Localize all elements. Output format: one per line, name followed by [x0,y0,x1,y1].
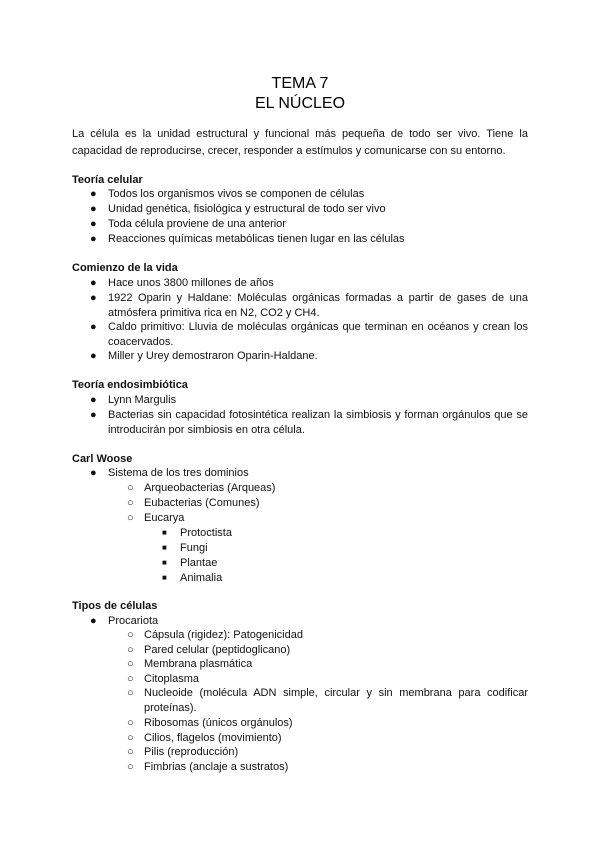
bullet-icon: ● [90,409,97,421]
bullet-circle-icon: ○ [127,644,134,656]
list-item: Reacciones químicas metabólicas tienen lugar en las células [108,233,405,245]
title-line-1: TEMA 7 [271,75,329,92]
section-heading-comienzo-vida: Comienzo de la vida [72,262,178,274]
list-item: Caldo primitivo: Lluvia de moléculas orgánicas que terminan en océanos y crean los coacervados. [108,321,528,348]
list-item: Animalia [180,572,223,584]
list-item: Nucleoide (molécula ADN simple, circular y sin membrana para codificar proteínas). [144,687,528,714]
bullet-square-icon: ■ [162,558,167,567]
bullet-circle-icon: ○ [127,512,134,524]
intro-paragraph: La célula es la unidad estructural y funcional más pequeña de todo ser vivo. Tiene la capacidad de reproducirse, crecer, responder a estímulos y comunicarse con su entorno. [72,128,528,157]
bullet-icon: ● [90,467,97,479]
section-heading-endosimbiotica: Teoría endosimbiótica [72,379,188,391]
bullet-square-icon: ■ [162,573,167,582]
section-heading-teoria-celular: Teoría celular [72,174,143,186]
bullet-circle-icon: ○ [127,717,134,729]
bullet-icon: ● [90,277,97,289]
bullet-icon: ● [90,292,97,304]
bullet-circle-icon: ○ [127,482,134,494]
bullet-square-icon: ■ [162,543,167,552]
list-item: Ribosomas (únicos orgánulos) [144,717,293,729]
section-heading-carl-woose: Carl Woose [72,453,133,465]
bullet-icon: ● [90,218,97,230]
bullet-circle-icon: ○ [127,761,134,773]
list-item: Protoctista [180,527,232,539]
list-item: Lynn Margulis [108,394,177,406]
list-item: Citoplasma [144,673,200,685]
list-item: Arqueobacterias (Arqueas) [144,482,276,494]
bullet-icon: ● [90,350,97,362]
bullet-circle-icon: ○ [127,629,134,641]
list-item: Fimbrias (anclaje a sustratos) [144,761,289,773]
bullet-icon: ● [90,188,97,200]
list-item: Bacterias sin capacidad fotosintética realizan la simbiosis y forman orgánulos que se introducirán por simbiosis en otra célula. [108,409,528,436]
list-item: Eucarya [144,512,185,524]
bullet-icon: ● [90,615,97,627]
list-item: Eubacterias (Comunes) [144,497,260,509]
bullet-circle-icon: ○ [127,673,134,685]
list-item: Plantae [180,557,218,569]
bullet-circle-icon: ○ [127,687,134,699]
bullet-circle-icon: ○ [127,497,134,509]
list-item: Membrana plasmática [144,658,253,670]
list-item: Miller y Urey demostraron Oparin-Haldane. [108,350,318,362]
bullet-circle-icon: ○ [127,658,134,670]
list-item: Toda célula proviene de una anterior [108,218,286,230]
list-item: 1922 Oparin y Haldane: Moléculas orgánicas formadas a partir de gases de una atmósfera primitiva rica en N2, CO2 y CH4. [108,292,528,319]
list-item: Procariota [108,615,159,627]
list-item: Pared celular (peptidoglicano) [144,644,291,656]
bullet-circle-icon: ○ [127,746,134,758]
bullet-icon: ● [90,203,97,215]
list-item: Fungi [180,542,208,554]
list-item: Sistema de los tres dominios [108,467,249,479]
bullet-icon: ● [90,321,97,333]
bullet-icon: ● [90,233,97,245]
list-item: Pilis (reproducción) [144,746,239,758]
list-item: Hace unos 3800 millones de años [108,277,274,289]
title-line-2: EL NÚCLEO [254,95,346,112]
list-item: Cápsula (rigidez): Patogenicidad [144,629,303,641]
bullet-icon: ● [90,394,97,406]
list-item: Unidad genética, fisiológica y estructural de todo ser vivo [108,203,386,215]
bullet-circle-icon: ○ [127,732,134,744]
bullet-square-icon: ■ [162,528,167,537]
list-item: Todos los organismos vivos se componen de células [108,188,365,200]
section-heading-tipos-celulas: Tipos de células [72,600,158,612]
list-item: Cilios, flagelos (movimiento) [144,732,282,744]
